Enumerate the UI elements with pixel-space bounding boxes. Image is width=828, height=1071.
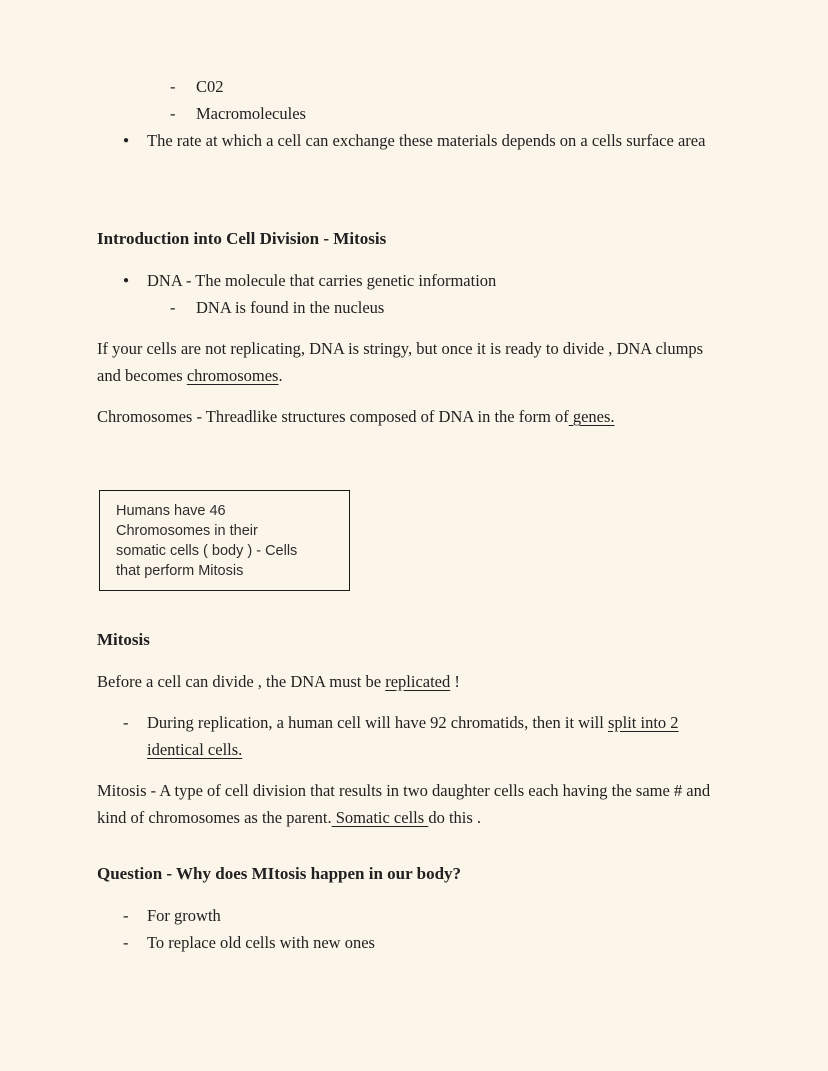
note-box-line: that perform Mitosis (116, 563, 244, 579)
list-item-text: The rate at which a cell can exchange these materials depends on a cells surface area (147, 131, 706, 150)
text-run: If your cells are not replicating, DNA is stringy, but once it is ready to divide , DNA clumps and becomes (97, 339, 704, 385)
paragraph-chromosomes-definition (97, 403, 731, 430)
note-box-line: Chromosomes in their (116, 523, 258, 539)
list-item-text: Macromolecules (196, 104, 306, 123)
section-heading-introduction: Introduction into Cell Division - Mitosis (97, 229, 387, 248)
text-run: ! (450, 672, 460, 691)
list-item-dna (97, 267, 731, 294)
list-item-text: To replace old cells with new ones (147, 933, 375, 952)
text-run-underlined: Somatic cells (331, 808, 429, 827)
bullet-marker: ● (123, 275, 130, 286)
bullet-marker: ● (123, 135, 130, 146)
paragraph-replicated (97, 668, 731, 695)
dash-marker: - (123, 933, 129, 952)
dash-marker: - (123, 713, 129, 732)
list-item-text: For growth (147, 906, 221, 925)
list-item-exchange-rate (97, 127, 731, 154)
text-run-underlined: chromosomes (186, 366, 279, 385)
note-box-line: Humans have 46 (116, 503, 226, 519)
list-item-dna-nucleus (97, 294, 731, 321)
text-run: Before a cell can divide , the DNA must be (97, 672, 386, 691)
list-item-replace-cells (97, 929, 731, 956)
text-run: . (278, 366, 283, 385)
paragraph-replicating (97, 335, 731, 389)
text-run-underlined: replicated (385, 672, 451, 691)
list-item-text (147, 709, 731, 763)
dash-marker: - (170, 77, 176, 96)
list-item-text: DNA is found in the nucleus (196, 298, 385, 317)
list-item-c02 (97, 73, 731, 100)
text-run: During replication, a human cell will have 92 chromatids, then it will (147, 713, 608, 732)
list-item-text: DNA - The molecule that carries genetic information (147, 271, 497, 290)
note-box (99, 490, 350, 591)
text-run-underlined: split into 2 identical cells. (147, 713, 679, 759)
list-item-replication (97, 709, 731, 763)
dash-marker: - (170, 298, 176, 317)
dash-marker: - (123, 906, 129, 925)
text-run: Chromosomes - Threadlike structures composed of DNA in the form of (97, 407, 569, 426)
list-item-macromolecules (97, 100, 731, 127)
section-heading-question: Question - Why does MItosis happen in our body? (97, 864, 462, 883)
text-run: Mitosis - A type of cell division that results in two daughter cells each having the same # and kind of chromosomes as the parent. (97, 781, 711, 827)
text-run-underlined: genes. (568, 407, 615, 426)
dash-marker: - (170, 104, 176, 123)
list-item-text: C02 (196, 77, 224, 96)
list-item-growth (97, 902, 731, 929)
note-box-line: somatic cells ( body ) - Cells (116, 543, 298, 559)
text-run: do this . (428, 808, 482, 827)
section-heading-mitosis: Mitosis (97, 630, 150, 649)
paragraph-mitosis-definition (97, 777, 731, 831)
